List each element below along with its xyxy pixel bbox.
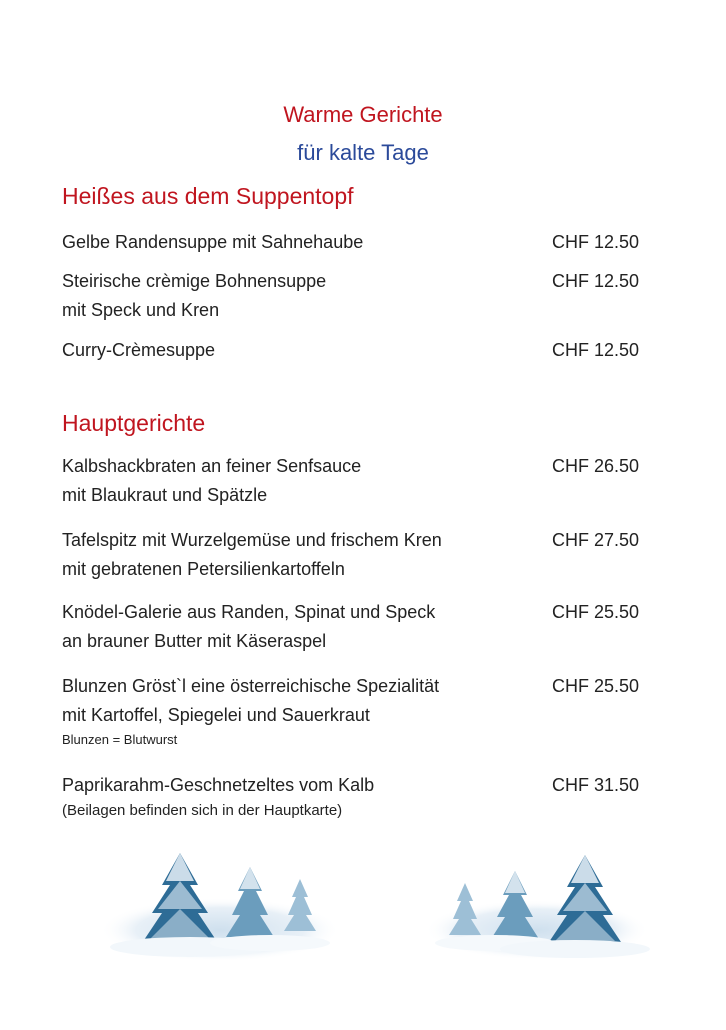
menu-item bbox=[62, 267, 652, 325]
item-name: Knödel-Galerie aus Randen, Spinat und Speck bbox=[62, 602, 436, 622]
section-title-mains: Hauptgerichte bbox=[62, 410, 206, 436]
item-description: mit Kartoffel, Spiegelei und Sauerkraut bbox=[62, 705, 370, 725]
menu-item bbox=[62, 336, 652, 365]
menu-item bbox=[62, 598, 652, 656]
item-name: Tafelspitz mit Wurzelgemüse und frischem Kren bbox=[62, 530, 442, 550]
section-title-soups: Heißes aus dem Suppentopf bbox=[62, 183, 354, 209]
menu-item bbox=[62, 771, 652, 822]
item-description: mit gebratenen Petersilienkartoffeln bbox=[62, 559, 345, 579]
item-price: CHF 12.50 bbox=[552, 232, 640, 252]
item-note: Blunzen = Blutwurst bbox=[62, 732, 178, 747]
item-price: CHF 31.50 bbox=[552, 775, 640, 795]
item-description: an brauner Butter mit Käseraspel bbox=[62, 631, 327, 651]
menu-subheading: für kalte Tage bbox=[297, 140, 429, 165]
snowy-trees-left-illustration bbox=[100, 845, 340, 960]
item-price: CHF 27.50 bbox=[552, 530, 640, 550]
menu-item bbox=[62, 228, 652, 257]
item-price: CHF 12.50 bbox=[552, 340, 640, 360]
menu-item bbox=[62, 672, 652, 749]
item-description: mit Blaukraut und Spätzle bbox=[62, 485, 268, 505]
item-price: CHF 25.50 bbox=[552, 602, 640, 622]
menu-item bbox=[62, 452, 652, 510]
item-note: (Beilagen befinden sich in der Hauptkarte) bbox=[62, 802, 343, 819]
item-name: Steirische crèmige Bohnensuppe bbox=[62, 271, 327, 291]
item-name: Kalbshackbraten an feiner Senfsauce bbox=[62, 456, 362, 476]
item-name: Paprikarahm-Geschnetzeltes vom Kalb bbox=[62, 775, 375, 795]
menu-heading: Warme Gerichte bbox=[283, 102, 443, 127]
item-description: mit Speck und Kren bbox=[62, 300, 220, 320]
item-name: Blunzen Gröst`l eine österreichische Spezialität bbox=[62, 676, 440, 696]
menu-item bbox=[62, 526, 652, 584]
snowy-trees-right-illustration bbox=[425, 845, 650, 960]
item-price: CHF 26.50 bbox=[552, 456, 640, 476]
item-name: Curry-Crèmesuppe bbox=[62, 340, 216, 360]
item-name: Gelbe Randensuppe mit Sahnehaube bbox=[62, 232, 364, 252]
item-price: CHF 12.50 bbox=[552, 271, 640, 291]
item-price: CHF 25.50 bbox=[552, 676, 640, 696]
